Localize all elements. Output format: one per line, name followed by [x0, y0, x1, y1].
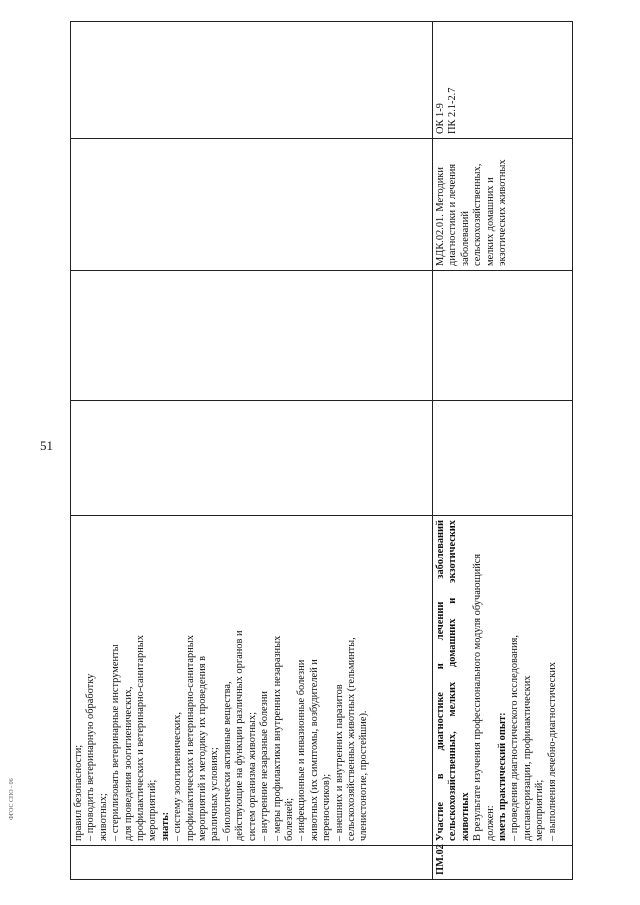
page-number: 51	[40, 438, 53, 453]
curriculum-table	[70, 21, 573, 880]
text-line: – проводить ветеринарную обработку	[85, 673, 97, 841]
text-line: – выполнения лечебно-диагностических	[546, 662, 558, 841]
row1-empty-cell	[71, 271, 433, 401]
text-line: – инфекционные и инвазионные болезни	[296, 659, 308, 841]
module-intro: В результате изучения профессионального модуля обучающийся должен:	[472, 553, 496, 841]
row2-empty-cell	[433, 271, 573, 401]
row1-code-cell	[71, 846, 433, 880]
text-line: – внешних и внутренних паразитов	[333, 684, 345, 841]
table-row-skills	[71, 22, 433, 880]
footer-code: ФГОС СПО - 06	[9, 778, 15, 820]
text-line: – биологически активные вещества,	[221, 681, 233, 841]
text-line: правил безопасности;	[73, 744, 84, 841]
module-heading: Участие в диагностике и лечении заболеваний сельскохозяйственных, мелких домашних и экзотических животных	[435, 520, 471, 841]
mdk-cell: МДК.02.01. Методики диагностики и лечения заболеваний сельскохозяйственных, мелких домашних и экзотических животных	[433, 139, 573, 271]
text-line: профилактических и ветеринарно-санитарных	[184, 635, 196, 841]
text-line: для проведения зоогигиенических,	[122, 686, 134, 841]
text-line: переносчиков);	[321, 773, 333, 841]
experience-label: иметь практический опыт:	[497, 712, 509, 841]
table-row-pm02	[433, 22, 573, 880]
row1-empty-cell	[71, 22, 433, 139]
module-code: ПМ.02	[433, 846, 573, 880]
text-line: профилактических и ветеринарно-санитарных	[135, 635, 147, 841]
text-line: болезней;	[283, 798, 295, 841]
text-line: диспансеризации, профилактических	[521, 675, 533, 841]
text-line: мероприятий;	[534, 779, 546, 841]
row1-empty-cell	[71, 139, 433, 271]
text-line: – проведения диагностического исследования,	[509, 635, 521, 841]
text-line: животных (их симптомы, возбудителей и	[308, 659, 320, 841]
text-line: – внутренние незаразные болезни	[259, 691, 271, 841]
row2-content-cell	[433, 516, 573, 846]
competency-ok: ОК 1-9	[435, 103, 446, 134]
text-line: действующие на функции различных органов и	[234, 630, 246, 841]
text-line: систем организма животных;	[246, 712, 258, 841]
rotated-table-sheet	[70, 22, 572, 880]
text-line: сельскохозяйственных животных (гельминты,	[345, 637, 357, 841]
row2-empty-cell	[433, 401, 573, 516]
know-label: знать:	[159, 811, 171, 841]
text-line: – меры профилактики внутренних незаразных	[271, 635, 283, 841]
competency-pk: ПК 2.1-2.7	[447, 87, 459, 134]
text-line: различных условиях;	[209, 747, 221, 841]
text-line: мероприятий и методику их проведения в	[197, 655, 209, 841]
text-line: – стерилизовать ветеринарные инструменты	[110, 644, 122, 841]
text-line: животных;	[97, 793, 109, 841]
text-line: членистоногие, простейшие).	[358, 710, 370, 841]
text-line: – систему зоогигиенических,	[172, 711, 184, 841]
competencies-cell	[433, 22, 573, 139]
text-line: мероприятий;	[147, 779, 159, 841]
row1-empty-cell	[71, 401, 433, 516]
row1-content-cell	[71, 516, 433, 846]
